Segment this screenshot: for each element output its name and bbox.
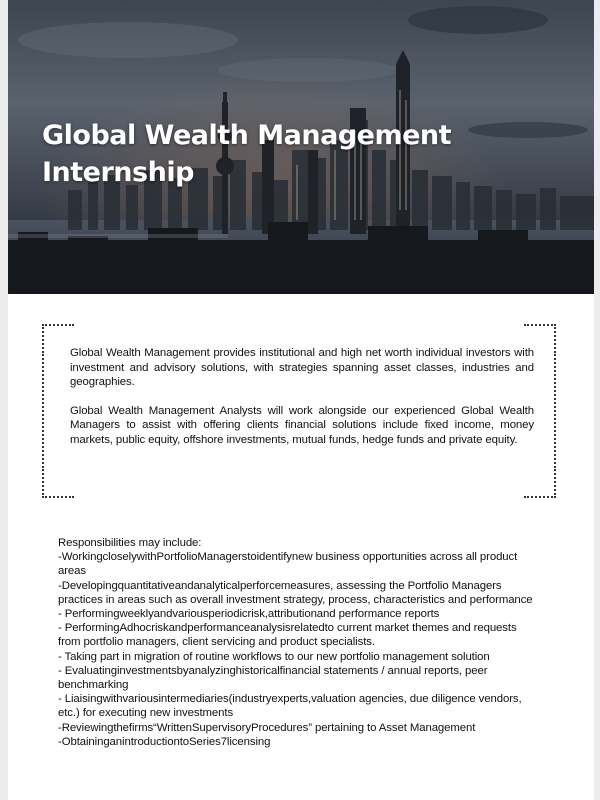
intro-dotted-box (42, 324, 556, 498)
responsibility-item: - Evaluatinginvestmentsbyanalyzinghistoricalfinancial statements / annual reports, peer benchmarking (58, 664, 488, 692)
responsibility-item: -ObtaininganintroductiontoSeries7licensing (58, 735, 271, 748)
dotted-side-left (42, 354, 44, 468)
intro-paragraph-2: Global Wealth Management Analysts will work alongside our experienced Global Wealth Managers to assist with offering clients financial solutions include fixed income, money markets, public equity, offshore investments, mutual funds, hedge funds and private equity. (70, 404, 534, 446)
page-title (42, 117, 462, 191)
responsibilities-section (58, 536, 540, 749)
responsibilities-heading: Responsibilities may include: (58, 537, 202, 549)
responsibility-item: - PerformingAdhocriskandperformanceanalysisrelatedto current market themes and requests from portfolio managers, client servicing and product specialists. (58, 622, 517, 649)
intro-text (70, 346, 534, 462)
responsibility-item: -Developingquantitativeandanalyticalperforcemeasures, assessing the Portfolio Managers practices in areas such as overall investment strategy, process, characteristics and performance (58, 579, 533, 606)
corner-bottom-left (42, 466, 74, 498)
responsibility-item: - Performingweeklyandvariousperiodicrisk,attributionand performance reports (58, 608, 440, 621)
dotted-side-right (554, 354, 556, 468)
title-line-1: Global Wealth Management (42, 120, 452, 151)
intro-paragraph-1: Global Wealth Management provides institutional and high net worth individual investors with investment and advisory solutions, with strategies spanning asset classes, industries and geographies. (70, 347, 534, 389)
responsibility-item: - Taking part in migration of routine workflows to our new portfolio management solution (58, 650, 490, 663)
responsibility-item: -Reviewingthefirms“WrittenSupervisoryProcedures” pertaining to Asset Management (58, 721, 476, 734)
document-page (8, 0, 594, 800)
corner-bottom-right (524, 466, 556, 498)
hero-banner (8, 0, 594, 294)
responsibility-item: - Liaisingwithvariousintermediaries(industryexperts,valuation agencies, due diligence vendors, etc.) for executing new investments (58, 693, 522, 720)
title-line-2: Internship (42, 157, 194, 188)
responsibility-item: -WorkingcloselywithPortfolioManagerstoidentifynew business opportunities across all product areas (58, 551, 518, 578)
